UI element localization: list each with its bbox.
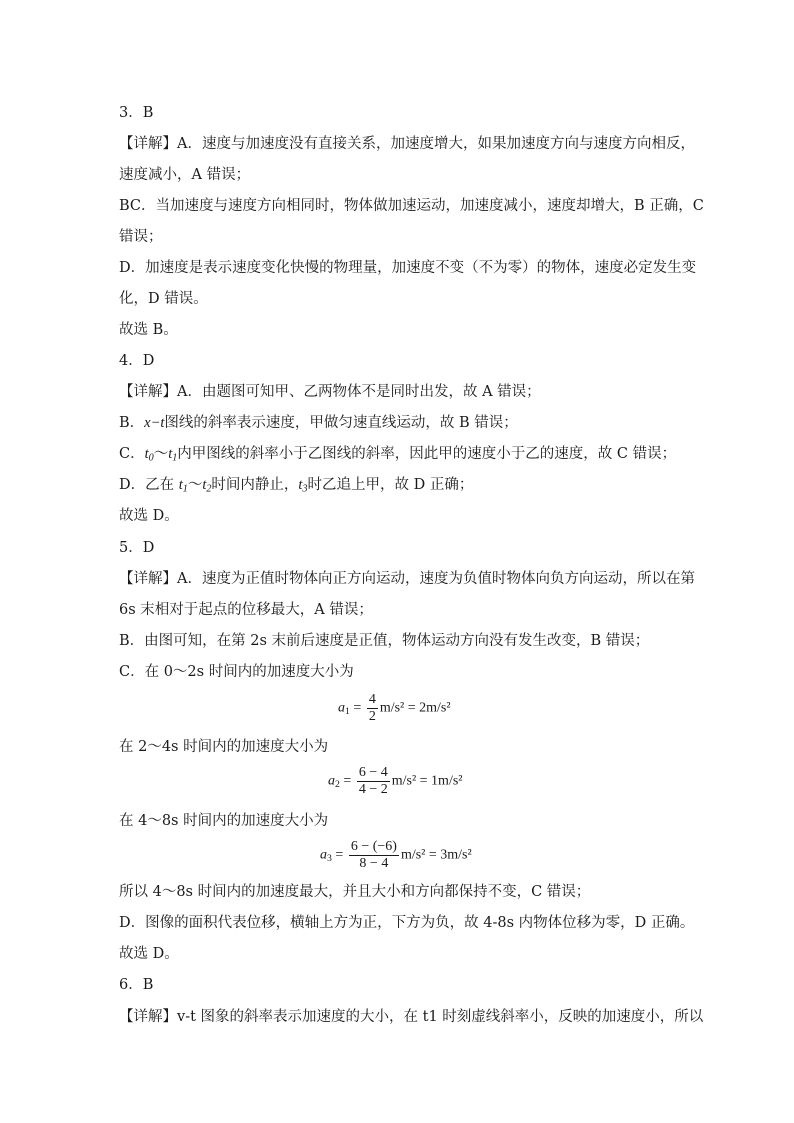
q3-line-2: 速度减小，A 错误； [119,167,251,183]
q5-mid-1: 在 2～4s 时间内的加速度大小为 [119,739,329,755]
q3-line-1: 【详解】A．速度与加速度没有直接关系，加速度增大，如果加速度方向与速度方向相反， [119,136,695,152]
q4-line-1: 【详解】A．由题图可知甲、乙两物体不是同时出发，故 A 错误； [119,384,541,400]
q5-line-7: 故选 D。 [119,946,179,962]
q4-line-2: B．x−t图线的斜率表示速度，甲做匀速直线运动，故 B 错误； [119,415,518,431]
q4-line-4: D．乙在 $t_1\sim t_2$时间内静止，$t_3$时乙追上甲，故 D 正确； [119,477,474,495]
q6-line-1: 【详解】v-t 图象的斜率表示加速度的大小，在 t1 时刻虚线斜率小，反映的加速度小，所以 [119,1009,704,1025]
q5-mid-2: 在 4～8s 时间内的加速度大小为 [119,813,329,829]
q4-line-3: C．$t_0\sim t_1$内甲图线的斜率小于乙图线的斜率，因此甲的速度小于乙的速度，故 C 错误； [119,446,677,464]
q5-line-4: C．在 0～2s 时间内的加速度大小为 [119,664,354,680]
q5-line-2: 6s 末相对于起点的位移最大，A 错误； [119,602,373,618]
q4-answer: 4．D [119,353,155,369]
q3-line-6: 化，D 错误。 [119,291,208,307]
q5-answer: 5．D [119,540,155,556]
equation-a2: $a_2$ = $\frac{6 - 4}{4 - 2}$ m/s² = 1m/s² [328,765,463,797]
equation-a1: $a_1$ = $\frac{4}{2}$ m/s² = 2m/s² [338,692,451,724]
q3-line-7: 故选 B。 [119,322,178,338]
q3-line-5: D．加速度是表示速度变化快慢的物理量，加速度不变（不为零）的物体，速度必定发生变 [119,260,697,276]
fraction: $\frac{6 - 4}{4 - 2}$ [358,765,388,797]
q3-line-3: BC．当加速度与速度方向相同时，物体做加速运动，加速度减小，速度却增大，B 正确，C [119,198,704,214]
q3-answer: 3．B [119,105,154,121]
q5-line-3: B．由图可知，在第 2s 末前后速度是正值，物体运动方向没有发生改变，B 错误； [119,633,650,649]
q4-line-5: 故选 D。 [119,508,179,524]
fraction: $\frac{4}{2}$ [368,692,376,724]
q5-line-6: D．图像的面积代表位移，横轴上方为正，下方为负，故 4-8s 内物体位移为零，D 正确。 [119,915,695,931]
equation-a3: $a_3$ = $\frac{6 - (-6)}{8 - 4}$ m/s² = 3m/s² [320,839,472,871]
xt-symbol: x−t [144,415,165,431]
q6-answer: 6．B [119,977,154,993]
q3-line-4: 错误； [119,229,163,245]
fraction: $\frac{6 - (-6)}{8 - 4}$ [350,839,397,871]
q5-line-5: 所以 4～8s 时间内的加速度最大，并且大小和方向都保持不变，C 错误； [119,884,591,900]
q5-line-1: 【详解】A．速度为正值时物体向正方向运动，速度为负值时物体向负方向运动，所以在第 [119,571,695,587]
